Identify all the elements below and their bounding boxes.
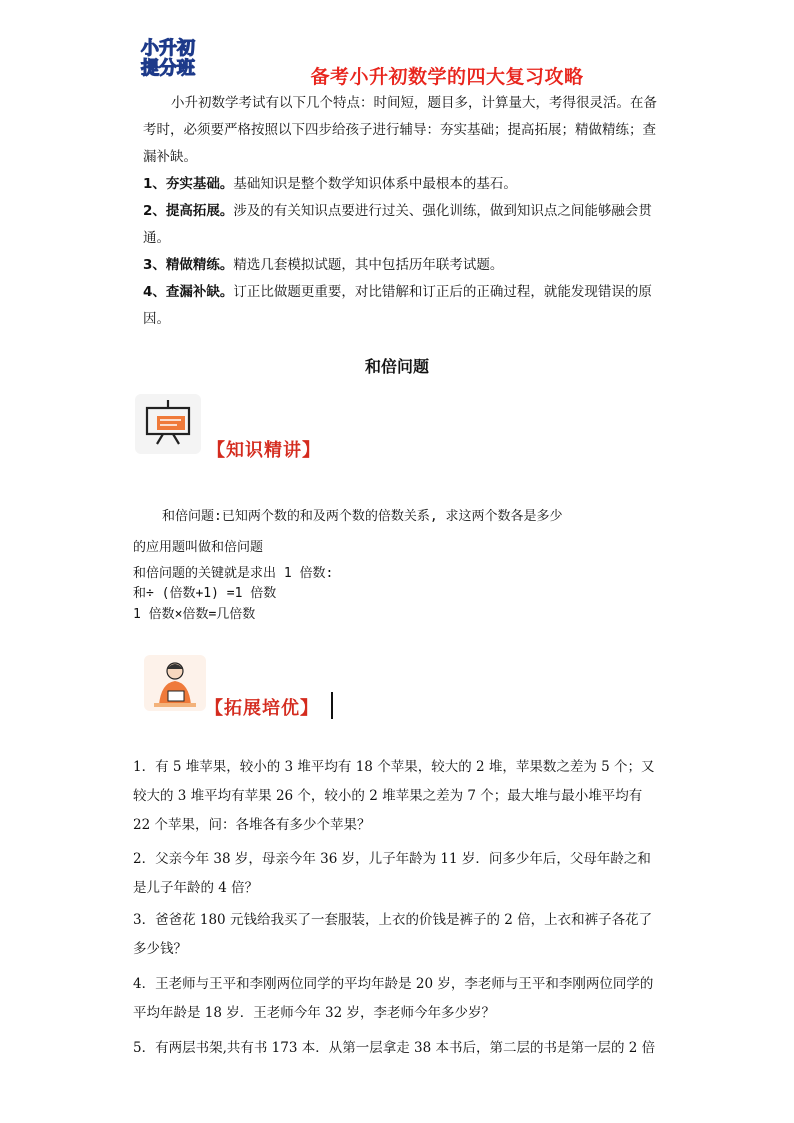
text-cursor (331, 692, 333, 719)
knowledge-line-1: 和倍问题:已知两个数的和及两个数的倍数关系, 求这两个数各是多少 (162, 509, 563, 524)
knowledge-line-5: 1 倍数×倍数=几倍数 (133, 607, 256, 622)
tip-label: 精做精练 (165, 257, 220, 273)
extension-banner: 【拓展培优】 (205, 698, 319, 719)
knowledge-line-3: 和倍问题的关键就是求出 1 倍数: (133, 566, 334, 581)
question-2: 2．父亲今年 38 岁，母亲今年 36 岁，儿子年龄为 11 岁．问多少年后，父母年龄之和是儿子年龄的 4 倍？ (133, 851, 651, 896)
page-title: 备考小升初数学的四大复习攻略 (310, 66, 584, 88)
knowledge-line-4: 和÷ (倍数+1) =1 倍数 (133, 586, 277, 601)
tip-num: 4、 (143, 284, 166, 300)
tip-label: 提高拓展 (165, 203, 220, 219)
question-4: 4．王老师与王平和李刚两位同学的平均年龄是 20 岁，李老师与王平和李刚两位同学的平均年龄是 18 岁．王老师今年 32 岁，李老师今年多少岁？ (133, 976, 654, 1021)
tip-item-1: 1、夯实基础。基础知识是整个数学知识体系中最根本的基石。 (143, 176, 517, 192)
section-title: 和倍问题 (364, 357, 429, 376)
presentation-board-icon (135, 394, 201, 454)
tip-label: 查漏补缺 (165, 284, 220, 300)
tip-text: 基础知识是整个数学知识体系中最根本的基石。 (233, 176, 517, 192)
tip-item-2: 2、提高拓展。涉及的有关知识点要进行过关、强化训练，做到知识点之间能够融会贯通。 (143, 203, 652, 246)
teacher-avatar-icon (144, 655, 206, 711)
tip-num: 3、 (143, 257, 166, 273)
svg-text:小升初: 小升初 (141, 38, 195, 59)
tip-num: 2、 (143, 203, 166, 219)
tip-item-4: 4、查漏补缺。订正比做题更重要，对比错解和订正后的正确过程，就能发现错误的原因。 (143, 284, 652, 327)
question-5: 5．有两层书架,共有书 173 本．从第一层拿走 38 本书后，第二层的书是第一层的 2 倍 (133, 1040, 656, 1056)
tip-text: 订正比做题更重要，对比错解和订正后的正确过程，就能发现错误的原因。 (143, 284, 652, 327)
tip-item-3: 3、精做精练。精选几套模拟试题，其中包括历年联考试题。 (143, 257, 504, 273)
knowledge-line-2: 的应用题叫做和倍问题 (133, 540, 264, 555)
tip-text: 精选几套模拟试题，其中包括历年联考试题。 (233, 257, 504, 273)
question-3: 3．爸爸花 180 元钱给我买了一套服装，上衣的价钱是裤子的 2 倍，上衣和裤子各花了多少钱？ (133, 912, 653, 957)
tip-label: 夯实基础 (165, 176, 220, 192)
intro-paragraph: 小升初数学考试有以下几个特点：时间短，题目多，计算量大，考得很灵活。在备考时，必须要严格按照以下四步给孩子进行辅导：夯实基础；提高拓展；精做精练；查漏补缺。 (143, 95, 657, 165)
question-1: 1．有 5 堆苹果，较小的 3 堆平均有 18 个苹果，较大的 2 堆，苹果数之差为 5 个；又较大的 3 堆平均有苹果 26 个，较小的 2 堆苹果之差为 7 个；最大堆与最小堆平均有 22 个苹果，问：各堆各有多少个苹果？ (133, 759, 655, 833)
tip-num: 1、 (143, 176, 166, 192)
knowledge-banner: 【知识精讲】 (207, 440, 321, 461)
svg-text:提分班: 提分班 (141, 58, 195, 79)
tip-text: 涉及的有关知识点要进行过关、强化训练，做到知识点之间能够融会贯通。 (143, 203, 652, 246)
